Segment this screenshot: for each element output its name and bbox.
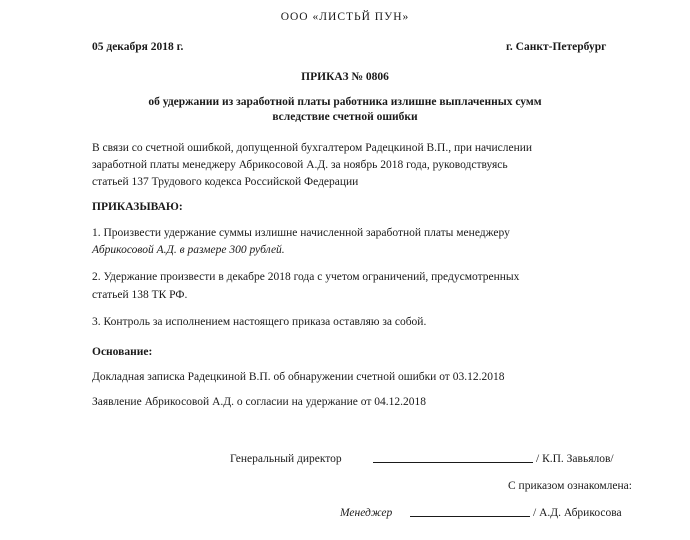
intro-line-2: заработной платы менеджеру Абрикосовой А.Д. за ноябрь 2018 года, руководствуясь bbox=[92, 159, 508, 171]
item-1-line-1: 1. Произвести удержание суммы излишне начисленной заработной платы менеджеру bbox=[92, 227, 510, 239]
item-2-line-1: 2. Удержание произвести в декабре 2018 года с учетом ограничений, предусмотренных bbox=[92, 271, 520, 283]
order-word: ПРИКАЗЫВАЮ: bbox=[92, 201, 183, 213]
grounds-1: Докладная записка Радецкиной В.П. об обнаружении счетной ошибки от 03.12.2018 bbox=[92, 371, 505, 383]
director-title: Генеральный директор bbox=[230, 453, 342, 465]
company-name: ООО «ЛИСТЬЙ ПУН» bbox=[280, 11, 410, 23]
director-name: / К.П. Завьялов/ bbox=[536, 453, 614, 465]
director-signature-line bbox=[373, 452, 533, 463]
intro-line-3: статьей 137 Трудового кодекса Российской Федерации bbox=[92, 176, 359, 188]
grounds-2: Заявление Абрикосовой А.Д. о согласии на удержание от 04.12.2018 bbox=[92, 396, 427, 408]
order-date: 05 декабря 2018 г. bbox=[92, 41, 184, 53]
item-1-line-2: Абрикосовой А.Д. в размере 300 рублей. bbox=[92, 244, 285, 256]
item-3: 3. Контроль за исполнением настоящего приказа оставляю за собой. bbox=[92, 316, 427, 328]
order-city: г. Санкт-Петербург bbox=[506, 41, 607, 53]
manager-title: Менеджер bbox=[340, 507, 393, 519]
item-2-line-2: статьей 138 ТК РФ. bbox=[92, 289, 188, 301]
intro-line-1: В связи со счетной ошибкой, допущенной бухгалтером Радецкиной В.П., при начислении bbox=[92, 142, 533, 154]
order-subject-line-1: об удержании из заработной платы работника излишне выплаченных сумм bbox=[148, 96, 542, 108]
grounds-label: Основание: bbox=[92, 346, 153, 358]
manager-signature-line bbox=[410, 506, 530, 517]
order-title: ПРИКАЗ № 0806 bbox=[301, 71, 389, 83]
acquainted-label: С приказом ознакомлена: bbox=[508, 480, 632, 492]
order-subject-line-2: вследствие счетной ошибки bbox=[272, 111, 418, 123]
manager-name: / А.Д. Абрикосова bbox=[533, 507, 622, 519]
